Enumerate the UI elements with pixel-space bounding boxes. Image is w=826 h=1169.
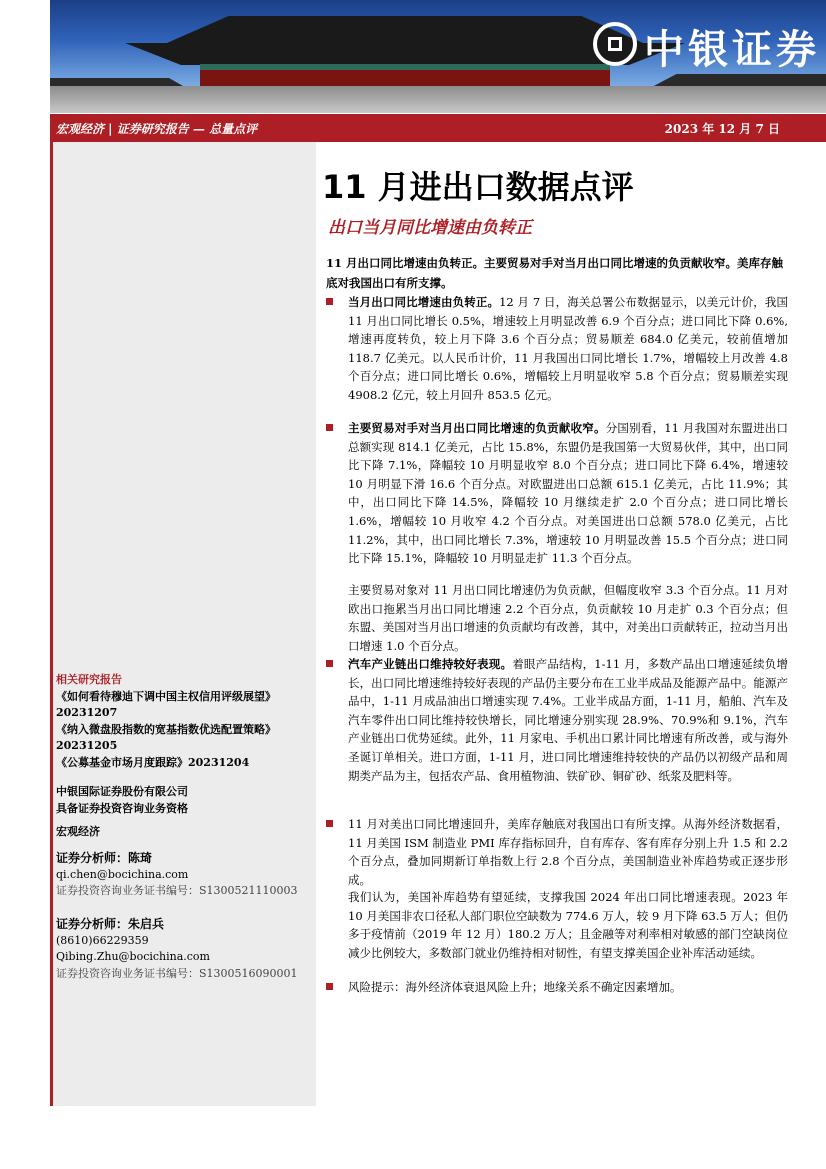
bullet-icon [326, 820, 333, 827]
body-paragraph: 主要贸易对象对 11 月出口同比增速仍为负贡献，但幅度收窄 3.3 个百分点。11 月对欧出口拖累当月出口同比增速 2.2 个百分点，负贡献较 10 月走扩 0.3 个百分点；但东盟、美国对当月出口增速的负贡献均有改善，其中，对美出口贡献转正，拉动当月出口增速 1.0 个百分点。 [348, 583, 788, 653]
analyst-email[interactable]: Qibing.Zhu@bocichina.com [56, 950, 210, 963]
page-title: 11 月进出口数据点评 [322, 168, 634, 206]
report-category: 宏观经济 | 证券研究报告 — 总量点评 [56, 122, 258, 136]
analyst-cert: 证券投资咨询业务证书编号：S1300516090001 [56, 966, 298, 980]
analyst-card [56, 916, 312, 982]
sector-label [56, 824, 312, 841]
company-qualification: 具备证券投资咨询业务资格 [56, 801, 188, 815]
analyst-name: 证券分析师：陈琦 [56, 851, 153, 865]
boc-logo-icon [593, 22, 637, 66]
analyst-phone: (8610)66229359 [56, 933, 149, 947]
report-date: 2023 年 12 月 7 日 [664, 122, 780, 136]
sector-name: 宏观经济 [56, 825, 100, 838]
body-paragraph: 我们认为，美国补库趋势有望延续，支撑我国 2024 年出口同比增速表现。2023 年 10 月美国非农口径私人部门职位空缺数为 774.6 万人，较 9 月下降 63.5 万人；但仍多于疫情前（2019 年 12 月）180.2 万人；且金融等对利率相对敏感的部门空缺岗位减少比例较大，多数部门就业仍维持相对韧性，有望支撑美国企业补库活动延续。 [348, 890, 788, 960]
bullet-icon [326, 424, 333, 431]
summary-text: 11 月出口同比增速由负转正。主要贸易对手对当月出口同比增速的负贡献收窄。美库存触底对我国出口有所支撑。 [326, 256, 784, 290]
page-subtitle: 出口当月同比增速由负转正 [328, 218, 532, 238]
palace-roof-upper [160, 16, 650, 46]
bullet-icon [326, 983, 333, 990]
related-report-link[interactable]: 《纳入微盘股指数的宽基指数优选配置策略》20231205 [56, 722, 276, 752]
category-bar [50, 114, 826, 142]
company-name: 中银国际证券股份有限公司 [56, 785, 188, 798]
related-report-link[interactable]: 《公募基金市场月度跟踪》20231204 [56, 755, 250, 769]
analyst-name: 证券分析师：朱启兵 [56, 917, 165, 931]
palace-wall [50, 86, 826, 113]
header-banner [50, 0, 826, 113]
bullet-paragraph: 风险提示：海外经济体衰退风险上升；地缘关系不确定因素增加。 [326, 978, 788, 997]
bullet-paragraph: 主要贸易对手对当月出口同比增速的负贡献收窄。分国别看，11 月我国对东盟进出口总额实现 814.1 亿美元，占比 15.8%，东盟仍是我国第一大贸易伙伴，其中，出口同比下降 7.1%，降幅较 10 月明显收窄 8.0 个百分点；进口同比下降 6.4%，增速较 10 月明显下滑 16.6 个百分点。对欧盟进出口总额 615.1 亿美元，占比 11.9%；其中，出口同比下降 14.5%，降幅较 10 月继续走扩 2.0 个百分点；进口同比增长 1.6%，增幅较 10 月收窄 4.2 个百分点。对美国进出口总额 578.0 亿美元，占比 11.2%，其中，出口同比增长 7.3%，增速较 10 月明显改善 15.5 个百分点；进口同比下降 15.1%，降幅较 10 月明显走扩 11.3 个百分点。 [326, 419, 788, 568]
bullet-icon [326, 660, 333, 667]
bullet-icon [326, 298, 333, 305]
related-reports [56, 672, 312, 771]
analyst-email[interactable]: qi.chen@bocichina.com [56, 867, 189, 881]
company-logo-text: 中银证券 [644, 27, 820, 73]
related-title: 相关研究报告 [56, 673, 122, 686]
palace-beam [200, 64, 610, 70]
related-report-link[interactable]: 《如何看待穆迪下调中国主权信用评级展望》20231207 [56, 689, 276, 719]
company-info [56, 784, 312, 817]
analyst-card [56, 850, 312, 900]
bullet-paragraph: 汽车产业链出口维持较好表现。着眼产品结构，1-11 月，多数产品出口增速延续负增长，出口同比增速维持较好表现的产品仍主要分布在工业半成品及能源产品中。能源产品中，1-11 月成品油出口增速实现 7.4%。工业半成品方面，1-11 月，船舶、汽车及汽车零件出口同比维持较快增长，同比增速分别实现 28.9%、70.9%和 9.1%，汽车产业链出口优势延续。此外，11 月家电、手机出口累计同比增速有所改善，或与海外圣诞订单相关。进口方面，1-11 月，进口同比增速维持较快的产品仍以初级产品和周期类产品为主，包括农产品、食用植物油、铁矿砂、铜矿砂、纸浆及肥料等。 [326, 655, 788, 785]
bullet-paragraph: 当月出口同比增速由负转正。12 月 7 日，海关总署公布数据显示，以美元计价，我国 11 月出口同比增长 0.5%，增速较上月明显改善 6.9 个百分点；进口同比下降 0.6%,增速再度转负，较上月下降 3.6 个百分点；贸易顺差 684.0 亿美元，较前值增加 118.7 亿美元。以人民币计价，11 月我国出口同比增长 1.7%，增幅较上月改善 4.8 个百分点；进口同比增长 0.6%，增幅较上月明显收窄 5.8 个百分点；贸易顺差实现 4908.2 亿元，较上月回升 853.5 亿元。 [326, 293, 788, 405]
left-accent-strip [50, 142, 53, 1106]
analyst-cert: 证券投资咨询业务证书编号：S1300521110003 [56, 884, 298, 897]
bullet-paragraph: 11 月对美出口同比增速回升，美库存触底对我国出口有所支撑。从海外经济数据看，11 月美国 ISM 制造业 PMI 库存指标回升，自有库存、客有库存分别上升 1.5 和 2.2 个百分点，叠加同期新订单指数上行 2.8 个百分点，美国制造业补库趋势或正逐步形成。 [326, 815, 788, 889]
